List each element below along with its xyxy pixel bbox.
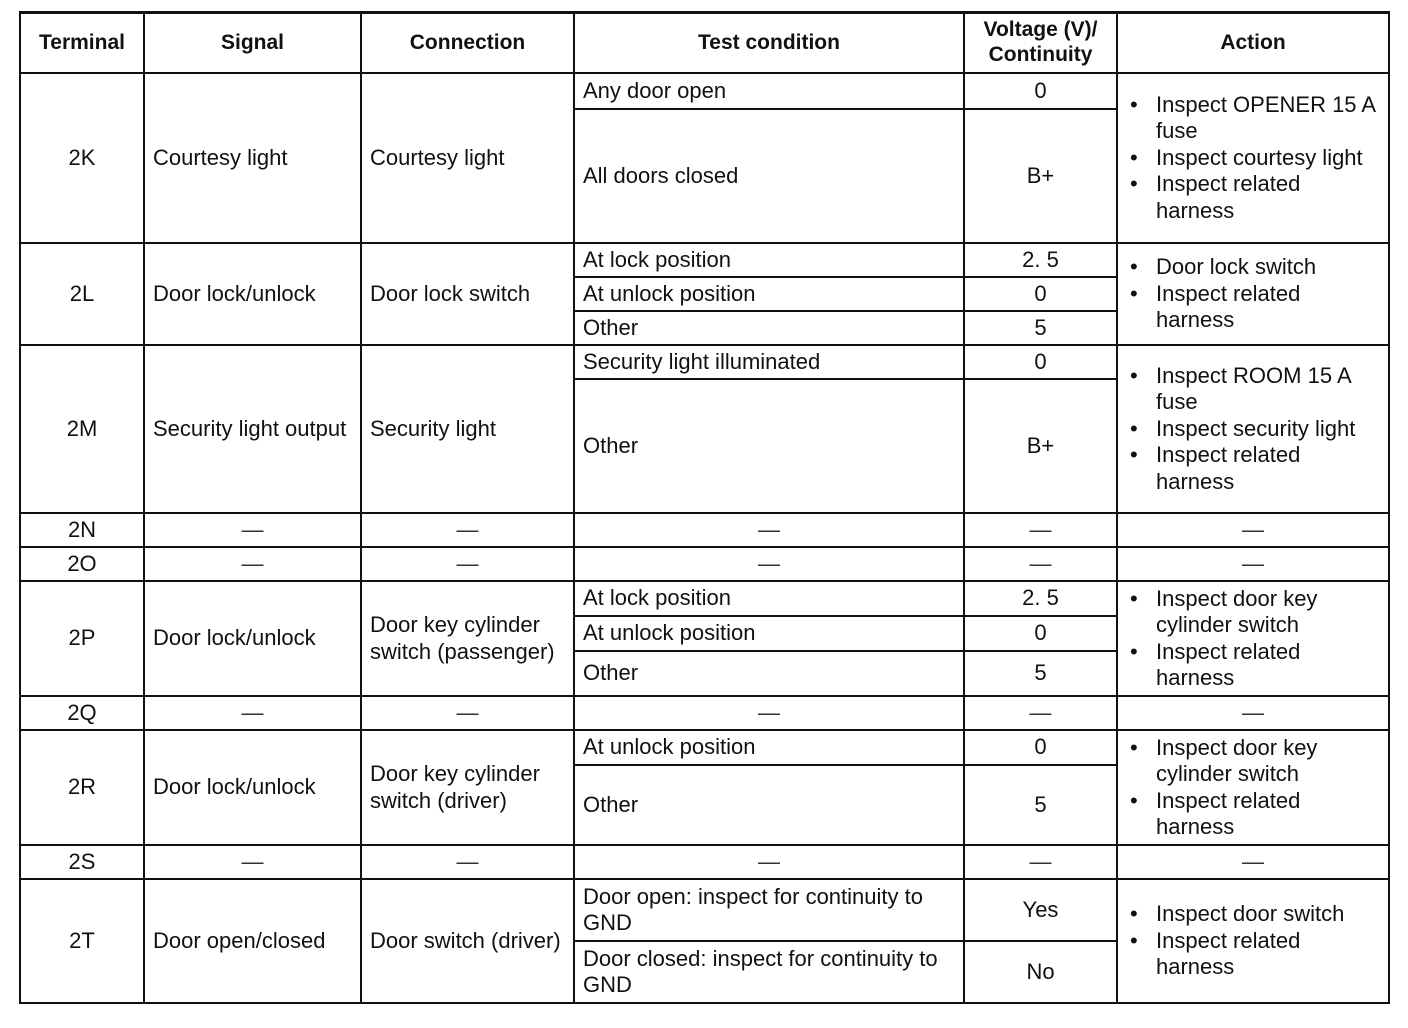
header-test-condition: Test condition bbox=[574, 13, 964, 74]
action-item: • Inspect OPENER 15 A fuse bbox=[1126, 92, 1380, 145]
table-row bbox=[20, 696, 1389, 730]
voltage-cell: B+ bbox=[964, 379, 1117, 513]
action-list bbox=[1126, 92, 1380, 224]
table-row bbox=[20, 547, 1389, 581]
action-item: • Inspect door key cylinder switch bbox=[1126, 735, 1380, 788]
test-condition-cell: At lock position bbox=[574, 243, 964, 277]
terminal-cell: 2R bbox=[20, 730, 144, 845]
action-cell bbox=[1117, 243, 1389, 345]
signal-cell: — bbox=[144, 845, 361, 879]
voltage-cell: 2. 5 bbox=[964, 581, 1117, 616]
table-row bbox=[20, 879, 1389, 941]
voltage-cell: 0 bbox=[964, 345, 1117, 379]
voltage-cell: 0 bbox=[964, 730, 1117, 765]
test-condition-cell: — bbox=[574, 513, 964, 547]
connection-cell: Door key cylinder switch (passenger) bbox=[361, 581, 574, 696]
test-condition-cell: Other bbox=[574, 765, 964, 845]
action-cell bbox=[1117, 73, 1389, 243]
header-signal: Signal bbox=[144, 13, 361, 74]
action-item: • Inspect door switch bbox=[1126, 901, 1380, 927]
action-cell bbox=[1117, 581, 1389, 696]
header-voltage-line2: Continuity bbox=[988, 43, 1093, 66]
voltage-cell: 0 bbox=[964, 616, 1117, 651]
table-row bbox=[20, 730, 1389, 765]
action-item: • Inspect related harness bbox=[1126, 928, 1380, 981]
action-cell bbox=[1117, 345, 1389, 513]
voltage-cell: 5 bbox=[964, 651, 1117, 696]
action-item: • Inspect related harness bbox=[1126, 788, 1380, 841]
voltage-cell: 5 bbox=[964, 311, 1117, 345]
action-cell: — bbox=[1117, 513, 1389, 547]
terminal-cell: 2P bbox=[20, 581, 144, 696]
table-row bbox=[20, 845, 1389, 879]
voltage-cell: B+ bbox=[964, 109, 1117, 243]
connection-cell: Door lock switch bbox=[361, 243, 574, 345]
connection-cell: Security light bbox=[361, 345, 574, 513]
action-item: • Inspect courtesy light bbox=[1126, 145, 1380, 171]
terminal-cell: 2K bbox=[20, 73, 144, 243]
signal-cell: Door open/closed bbox=[144, 879, 361, 1003]
header-connection: Connection bbox=[361, 13, 574, 74]
terminal-cell: 2T bbox=[20, 879, 144, 1003]
action-item: • Inspect security light bbox=[1126, 416, 1380, 442]
test-condition-cell: — bbox=[574, 696, 964, 730]
action-list bbox=[1126, 363, 1380, 495]
voltage-cell: — bbox=[964, 845, 1117, 879]
action-cell bbox=[1117, 730, 1389, 845]
voltage-cell: 0 bbox=[964, 277, 1117, 311]
action-cell: — bbox=[1117, 845, 1389, 879]
header-terminal: Terminal bbox=[20, 13, 144, 74]
test-condition-cell: Other bbox=[574, 651, 964, 696]
terminal-cell: 2S bbox=[20, 845, 144, 879]
signal-cell: — bbox=[144, 513, 361, 547]
terminal-inspection-table bbox=[19, 11, 1390, 1004]
voltage-cell: 5 bbox=[964, 765, 1117, 845]
voltage-cell: — bbox=[964, 696, 1117, 730]
voltage-cell: — bbox=[964, 547, 1117, 581]
action-item: • Inspect ROOM 15 A fuse bbox=[1126, 363, 1380, 416]
test-condition-cell: Door closed: inspect for continuity to GND bbox=[574, 941, 964, 1003]
connection-cell: — bbox=[361, 547, 574, 581]
table-row bbox=[20, 581, 1389, 616]
voltage-cell: 2. 5 bbox=[964, 243, 1117, 277]
action-list bbox=[1126, 586, 1380, 692]
action-item: • Door lock switch bbox=[1126, 254, 1380, 280]
connection-cell: Courtesy light bbox=[361, 73, 574, 243]
action-item: • Inspect related harness bbox=[1126, 281, 1380, 334]
signal-cell: Door lock/unlock bbox=[144, 730, 361, 845]
voltage-cell: 0 bbox=[964, 73, 1117, 109]
connection-cell: — bbox=[361, 845, 574, 879]
table-row bbox=[20, 73, 1389, 109]
header-row bbox=[20, 13, 1389, 74]
terminal-cell: 2O bbox=[20, 547, 144, 581]
action-cell bbox=[1117, 879, 1389, 1003]
test-condition-cell: Other bbox=[574, 311, 964, 345]
action-list bbox=[1126, 901, 1380, 980]
terminal-cell: 2M bbox=[20, 345, 144, 513]
test-condition-cell: Door open: inspect for continuity to GND bbox=[574, 879, 964, 941]
test-condition-cell: — bbox=[574, 547, 964, 581]
test-condition-cell: At unlock position bbox=[574, 277, 964, 311]
test-condition-cell: — bbox=[574, 845, 964, 879]
test-condition-cell: Any door open bbox=[574, 73, 964, 109]
test-condition-cell: At lock position bbox=[574, 581, 964, 616]
signal-cell: — bbox=[144, 696, 361, 730]
action-cell: — bbox=[1117, 696, 1389, 730]
connection-cell: — bbox=[361, 513, 574, 547]
signal-cell: — bbox=[144, 547, 361, 581]
voltage-cell: Yes bbox=[964, 879, 1117, 941]
terminal-cell: 2L bbox=[20, 243, 144, 345]
table-row bbox=[20, 345, 1389, 379]
test-condition-cell: At unlock position bbox=[574, 616, 964, 651]
action-item: • Inspect related harness bbox=[1126, 171, 1380, 224]
test-condition-cell: At unlock position bbox=[574, 730, 964, 765]
action-item: • Inspect related harness bbox=[1126, 442, 1380, 495]
test-condition-cell: Security light illuminated bbox=[574, 345, 964, 379]
action-item: • Inspect door key cylinder switch bbox=[1126, 586, 1380, 639]
connection-cell: — bbox=[361, 696, 574, 730]
test-condition-cell: All doors closed bbox=[574, 109, 964, 243]
connection-cell: Door switch (driver) bbox=[361, 879, 574, 1003]
connection-cell: Door key cylinder switch (driver) bbox=[361, 730, 574, 845]
terminal-cell: 2N bbox=[20, 513, 144, 547]
action-item: • Inspect related harness bbox=[1126, 639, 1380, 692]
terminal-cell: 2Q bbox=[20, 696, 144, 730]
test-condition-cell: Other bbox=[574, 379, 964, 513]
signal-cell: Door lock/unlock bbox=[144, 581, 361, 696]
action-cell: — bbox=[1117, 547, 1389, 581]
signal-cell: Courtesy light bbox=[144, 73, 361, 243]
header-action: Action bbox=[1117, 13, 1389, 74]
header-voltage bbox=[964, 13, 1117, 74]
signal-cell: Door lock/unlock bbox=[144, 243, 361, 345]
header-voltage-line1: Voltage (V)/ bbox=[983, 18, 1098, 42]
signal-cell: Security light output bbox=[144, 345, 361, 513]
table-row bbox=[20, 513, 1389, 547]
voltage-cell: — bbox=[964, 513, 1117, 547]
action-list bbox=[1126, 735, 1380, 841]
table-row bbox=[20, 243, 1389, 277]
action-list bbox=[1126, 254, 1380, 333]
voltage-cell: No bbox=[964, 941, 1117, 1003]
